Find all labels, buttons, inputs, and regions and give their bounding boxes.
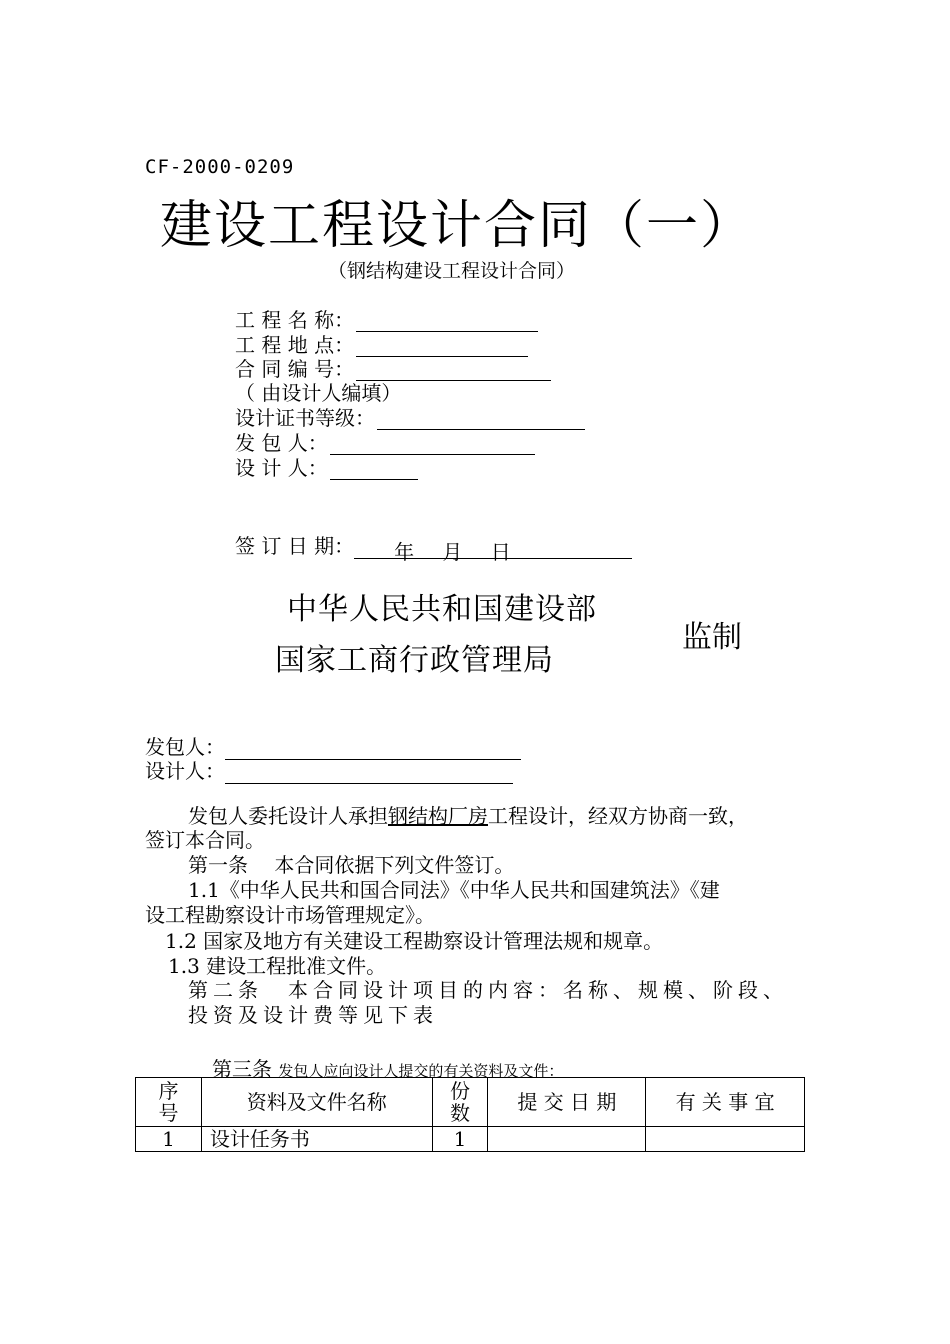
designer-field — [235, 456, 418, 480]
employer-field — [235, 431, 535, 455]
project-location-field — [235, 333, 528, 357]
cell-copies: 1 — [432, 1127, 488, 1152]
employer-label: 发 包 人： — [235, 431, 328, 455]
project-name-label: 工 程 名 称： — [235, 308, 355, 332]
item-1-3: 1.3 建设工程批准文件。 — [168, 954, 387, 978]
header-copies: 份数 — [432, 1078, 488, 1127]
intro-text-a: 发包人委托设计人承担 — [188, 804, 388, 828]
cell-remarks[interactable] — [646, 1127, 805, 1152]
intro-project-name: 钢结构厂房 — [388, 804, 488, 828]
cell-seq: 1 — [136, 1127, 202, 1152]
contract-no-label: 合 同 编 号： — [235, 357, 355, 381]
header-submit-date: 提 交 日 期 — [488, 1078, 646, 1127]
article-1: 第一条 本合同依据下列文件签订。 — [188, 853, 515, 877]
sign-date-field — [235, 530, 632, 564]
header-seq: 序号 — [136, 1078, 202, 1127]
contract-no-field — [235, 357, 551, 381]
project-location-blank[interactable] — [356, 336, 528, 357]
header-doc-name: 资料及文件名称 — [201, 1078, 432, 1127]
party-designer-label: 设计人： — [145, 759, 225, 783]
header-remarks: 有 关 事 宜 — [646, 1078, 805, 1127]
project-name-blank[interactable] — [356, 311, 538, 332]
cert-level-label: 设计证书等级： — [235, 406, 375, 430]
documents-table — [135, 1077, 805, 1152]
item-1-1-cont: 设工程勘察设计市场管理规定》。 — [145, 903, 435, 927]
authority-bureau: 国家工商行政管理局 — [275, 643, 554, 678]
party-designer-blank[interactable] — [225, 761, 513, 784]
supervise-label: 监制 — [682, 620, 742, 655]
sign-date-label: 签 订 日 期： — [235, 534, 355, 558]
article-2: 第二条 本合同设计项目的内容：名称、规模、阶段、 — [188, 978, 788, 1002]
page-title: 建设工程设计合同（一） — [160, 196, 755, 256]
table-header-row — [136, 1078, 805, 1127]
project-location-label: 工 程 地 点： — [235, 333, 355, 357]
sign-date-ymd: 年 月 日 — [394, 540, 515, 564]
contract-no-blank[interactable] — [356, 360, 551, 381]
authority-ministry: 中华人民共和国建设部 — [287, 592, 597, 627]
page-subtitle: （钢结构建设工程设计合同） — [328, 260, 576, 282]
filled-by-label: （ 由设计人编填） — [235, 381, 402, 405]
designer-label: 设 计 人： — [235, 456, 328, 480]
article-3-title: 第三条 — [212, 1057, 272, 1081]
intro-paragraph — [188, 804, 748, 828]
party-employer-label: 发包人： — [145, 735, 225, 759]
contract-code: CF-2000-0209 — [145, 156, 295, 178]
item-1-1: 1.1《中华人民共和国合同法》《中华人民共和国建筑法》《建 — [188, 878, 720, 902]
cert-level-field — [235, 406, 585, 430]
article-2-cont: 投资及设计费等见下表 — [188, 1003, 438, 1027]
project-name-field — [235, 308, 538, 332]
intro-text-b: 工程设计，经双方协商一致， — [488, 804, 748, 828]
sign-date-blank[interactable] — [354, 536, 632, 564]
employer-blank[interactable] — [330, 434, 535, 455]
filled-by-note — [235, 381, 401, 405]
cell-submit-date[interactable] — [488, 1127, 646, 1152]
designer-blank[interactable] — [330, 459, 418, 480]
article-3-text: 发包人应向设计人提交的有关资料及文件： — [278, 1062, 564, 1080]
party-designer — [145, 755, 513, 784]
item-1-2: 1.2 国家及地方有关建设工程勘察设计管理法规和规章。 — [165, 929, 664, 953]
cell-doc-name: 设计任务书 — [201, 1127, 432, 1152]
intro-paragraph-cont: 签订本合同。 — [145, 828, 265, 852]
cert-level-blank[interactable] — [377, 409, 585, 430]
table-row — [136, 1127, 805, 1152]
